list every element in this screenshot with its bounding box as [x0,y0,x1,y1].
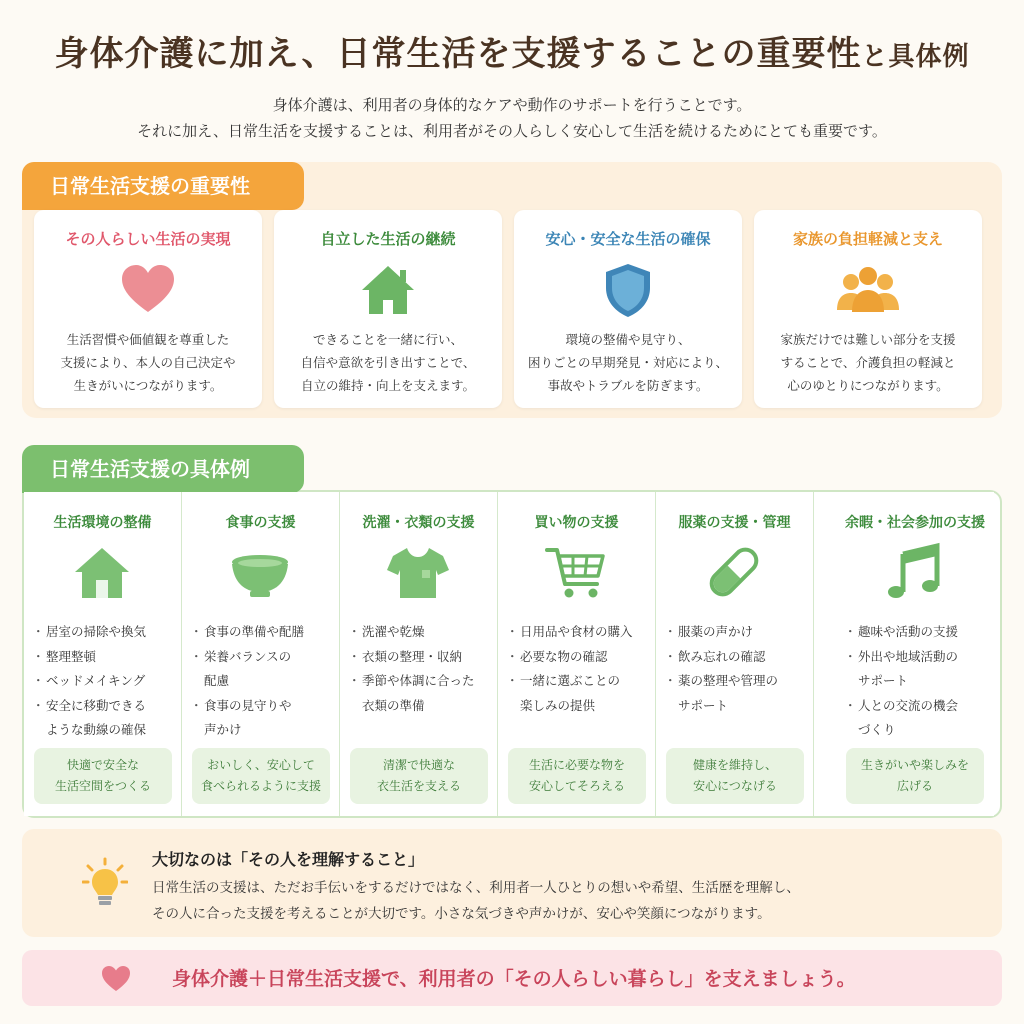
list-item: ・ 整理整頓 [36,645,182,670]
page-title-suffix: と具体例 [861,42,970,72]
house-icon [69,542,135,602]
importance-card-title: その人らしい生活の実現 [65,230,231,248]
example-card-note [508,748,646,804]
note-line: 広げる [896,779,933,793]
intro-line-1: 身体介護は、利用者の身体的なケアや動作のサポートを行うことです。 [272,96,752,114]
desc-line: 家族だけでは難しい部分を支援 [780,332,956,347]
note-line: 生活に必要な物を [528,758,625,772]
importance-card-desc [274,328,502,397]
list-item: ・ ベッドメイキング [36,669,182,694]
example-card-medication [656,492,814,816]
importance-card-self [34,210,262,408]
page-title [0,26,1024,75]
list-item: ・ 食事の準備や配膳 [194,620,340,645]
example-card-list [848,620,994,743]
note-line: おいしく、安心して [207,758,315,772]
list-item: ・ 食事の見守りや 声かけ [194,694,340,743]
tip-desc-line: その人に合った支援を考えることが大切です。小さな気づきや声かけが、安心や笑顔につながります。 [152,906,771,922]
closing-banner [22,950,1002,1006]
shirt-icon [385,542,451,602]
note-line: 健康を維持し、 [692,758,777,772]
example-card-list [194,620,340,743]
house-icon [358,260,418,320]
example-card-note [350,748,488,804]
list-item: ・ 薬の整理や管理の サポート [668,669,814,718]
example-card-title: 洗濯・衣類の支援 [362,515,475,531]
example-card-list [36,620,182,743]
note-line: 安心につなげる [693,779,777,793]
example-card-note [34,748,172,804]
example-card-laundry [340,492,498,816]
example-card-title: 食事の支援 [225,515,296,531]
importance-card-desc [514,328,742,397]
desc-line: 生きがいにつながります。 [73,378,223,393]
page-title-main: 身体介護に加え、日常生活を支援することの重要性 [54,34,862,74]
list-item: ・ 服薬の声かけ [668,620,814,645]
desc-line: できることを一緒に行い、 [312,332,463,347]
list-item: ・ 趣味や活動の支援 [848,620,994,645]
banner-text: 身体介護＋日常生活支援で、利用者の「その人らしい暮らし」を支えましょう。 [172,968,856,990]
bowl-icon [227,542,293,602]
importance-card-independence [274,210,502,408]
importance-card-safety [514,210,742,408]
example-card-note [192,748,330,804]
note-line: 衣生活を支える [376,779,461,793]
capsule-icon [701,542,767,602]
shield-icon [598,260,658,320]
list-item: ・ 必要な物の確認 [510,645,656,670]
example-card-shopping [498,492,656,816]
example-card-note [846,748,984,804]
tip-title: 大切なのは「その人を理解すること」 [152,850,425,869]
list-item: ・ 飲み忘れの確認 [668,645,814,670]
note-line: 安心してそろえる [528,779,625,793]
tip-desc-line: 日常生活の支援は、ただお手伝いをするだけではなく、利用者一人ひとりの想いや希望、生活歴を理解し、 [152,880,800,896]
list-item: ・ 洗濯や乾燥 [352,620,498,645]
example-card-environment [24,492,182,816]
importance-card-family [754,210,982,408]
list-item: ・ 季節や体調に合った 衣類の準備 [352,669,498,718]
list-item: ・ 日用品や食材の購入 [510,620,656,645]
list-item: ・ 居室の掃除や換気 [36,620,182,645]
cart-icon [543,542,609,602]
list-item: ・ 安全に移動できる ような動線の確保 [36,694,182,743]
note-line: 食べられるように支援 [200,779,321,793]
desc-line: 生活習慣や価値観を尊重した [66,332,230,347]
heart-icon [118,260,178,320]
note-line: 生きがいや楽しみを [860,758,969,772]
example-card-leisure [836,492,994,816]
example-card-title: 生活環境の整備 [53,515,152,531]
importance-card-title: 安心・安全な生活の確保 [545,230,711,248]
note-line: 生活空間をつくる [54,779,151,793]
desc-line: 支援により、本人の自己決定や [60,355,236,370]
example-card-list [510,620,656,718]
note-line: 清潔で快適な [382,758,455,772]
desc-line: 自信や意欲を引き出すことで、 [300,355,476,370]
examples-heading: 日常生活支援の具体例 [22,445,304,493]
desc-line: 環境の整備や見守り、 [565,332,691,347]
desc-line: 事故やトラブルを防ぎます。 [547,378,709,393]
example-card-note [666,748,804,804]
list-item: ・ 一緒に選ぶことの 楽しみの提供 [510,669,656,718]
tip-box [22,829,1002,937]
example-card-title: 買い物の支援 [534,515,619,531]
list-item: ・ 衣類の整理・収納 [352,645,498,670]
example-card-meal [182,492,340,816]
example-card-list [668,620,814,718]
desc-line: 心のゆとりにつながります。 [787,378,949,393]
tip-desc [152,875,800,927]
example-card-title: 服薬の支援・管理 [678,515,791,531]
intro-line-2: それに加え、日常生活を支援することは、利用者がその人らしく安心して生活を続けるためにとても重要です。 [137,122,887,140]
list-item: ・ 外出や地域活動の サポート [848,645,994,694]
desc-line: 自立の維持・向上を支えます。 [300,378,475,393]
importance-card-desc [34,328,262,397]
list-item: ・ 栄養バランスの 配慮 [194,645,340,694]
importance-card-title: 自立した生活の継続 [320,230,456,248]
lightbulb-icon [82,857,128,909]
note-line: 快適で安全な [66,758,139,772]
importance-heading: 日常生活支援の重要性 [22,162,304,210]
importance-card-desc [754,328,982,397]
intro-text [0,92,1024,144]
heart-icon [100,964,132,992]
importance-card-title: 家族の負担軽減と支え [792,230,943,248]
family-icon [833,260,903,320]
list-item: ・ 人との交流の機会 づくり [848,694,994,743]
desc-line: 困りごとの早期発見・対応により、 [527,355,728,370]
example-card-title: 余暇・社会参加の支援 [845,515,985,531]
desc-line: することで、介護負担の軽減と [780,355,956,370]
example-card-list [352,620,498,718]
music-icon [881,542,947,602]
